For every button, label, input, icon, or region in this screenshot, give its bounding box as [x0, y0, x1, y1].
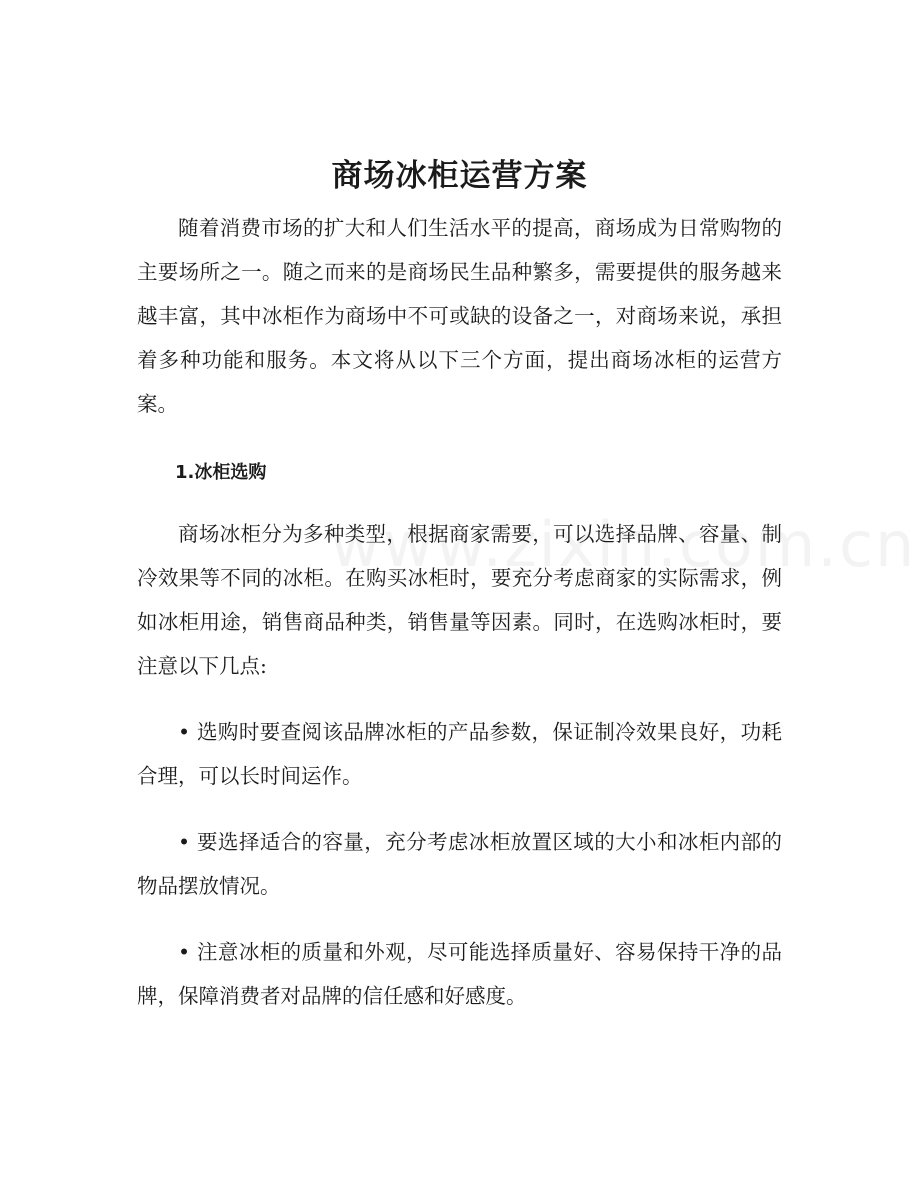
bullet-item-3: • 注意冰柜的质量和外观，尽可能选择质量好、容易保持干净的品牌，保障消费者对品牌的信任感和好感度。 — [137, 940, 782, 1008]
document-content — [137, 152, 782, 1018]
section-heading-1: 1.冰柜选购 — [175, 462, 267, 483]
bullet-item-1: • 选购时要查阅该品牌冰柜的产品参数，保证制冷效果良好，功耗合理，可以长时间运作。 — [137, 720, 782, 788]
bullet-item-2: • 要选择适合的容量，充分考虑冰柜放置区域的大小和冰柜内部的物品摆放情况。 — [137, 830, 782, 898]
document-title: 商场冰柜运营方案 — [331, 158, 588, 194]
section-1-paragraph: 商场冰柜分为多种类型，根据商家需要，可以选择品牌、容量、制冷效果等不同的冰柜。在购买冰柜时，要充分考虑商家的实际需求，例如冰柜用途，销售商品种类，销售量等因素。同时，在选购冰柜时，要注意以下几点: — [137, 522, 782, 678]
intro-paragraph: 随着消费市场的扩大和人们生活水平的提高，商场成为日常购物的主要场所之一。随之而来的是商场民生品种繁多，需要提供的服务越来越丰富，其中冰柜作为商场中不可或缺的设备之一，对商场来说，承担着多种功能和服务。本文将从以下三个方面，提出商场冰柜的运营方案。 — [137, 216, 782, 416]
